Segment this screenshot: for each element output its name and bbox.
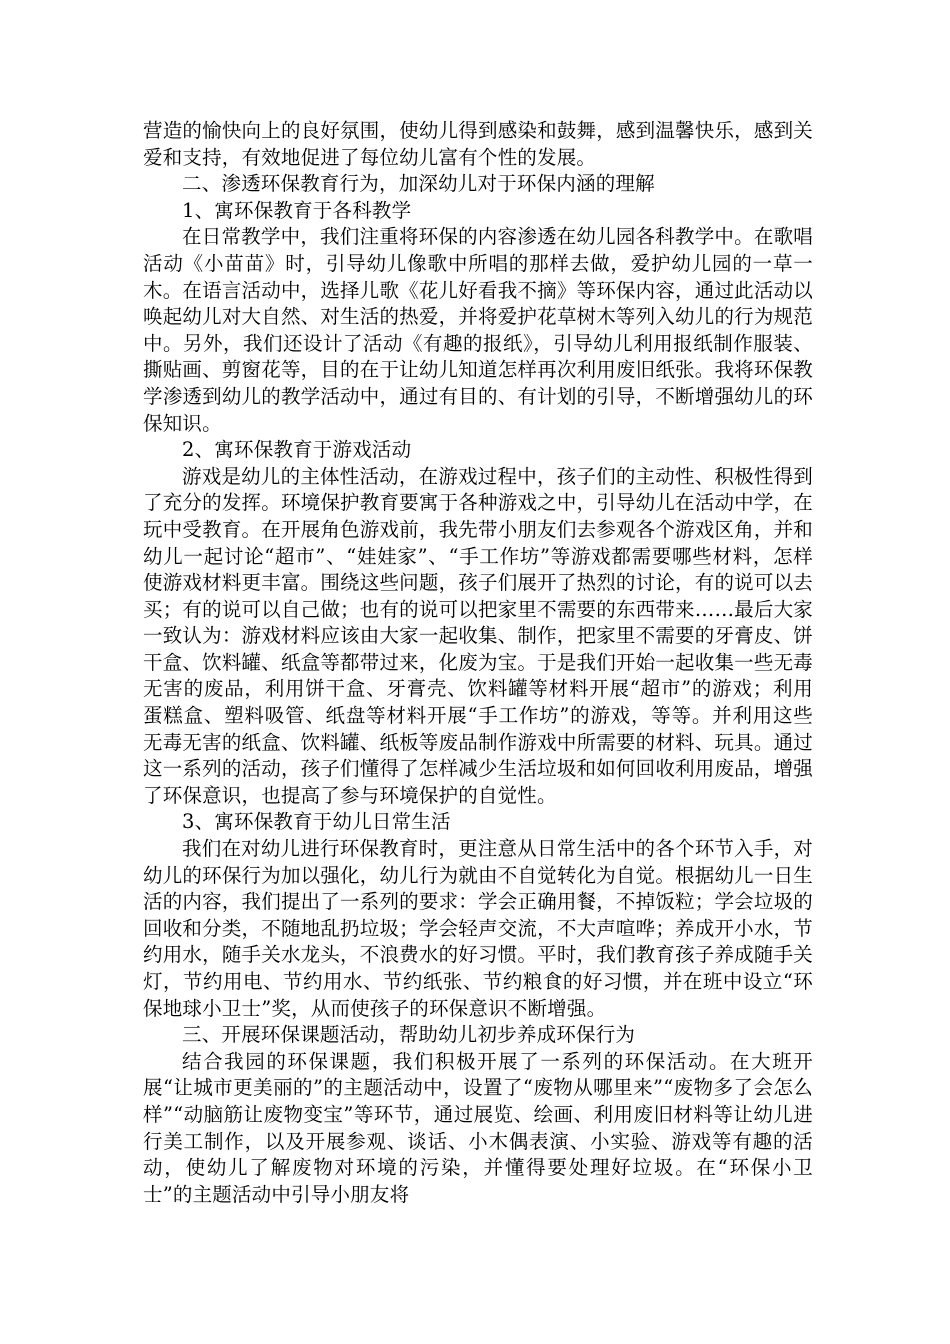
paragraph-teaching: 在日常教学中，我们注重将环保的内容渗透在幼儿园各科教学中。在歌唱活动《小苗苗》时，引导幼儿像歌中所唱的那样去做，爱护幼儿园的一草一木。在语言活动中，选择儿歌《花儿好看我不摘》等环保内容，通过此活动以唤起幼儿对大自然、对生活的热爱，并将爱护花草树木等列入幼儿的行为规范中。另外，我们还设计了活动《有趣的报纸》，引导幼儿利用报纸制作服装、撕贴画、剪窗花等，目的在于让幼儿知道怎样再次利用废旧纸张。我将环保教学渗透到幼儿的教学活动中，通过有目的、有计划的引导，不断增强幼儿的环保知识。 <box>143 225 813 435</box>
paragraph-projects: 结合我园的环保课题，我们积极开展了一系列的环保活动。在大班开展“让城市更美丽的”的主题活动中，设置了“废物从哪里来”“废物多了会怎么样”“动脑筋让废物变宝”等环节，通过展览、绘画、利用废旧材料等让幼儿进行美工制作，以及开展参观、谈话、小木偶表演、小实验、游戏等有趣的活动，使幼儿了解废物对环境的污染，并懂得要处理好垃圾。在“环保小卫士”的主题活动中引导小朋友将 <box>143 1049 813 1206</box>
paragraph-daily-life: 我们在对幼儿进行环保教育时，更注意从日常生活中的各个环节入手，对幼儿的环保行为加以强化，幼儿行为就由不自觉转化为自觉。根据幼儿一日生活的内容，我们提出了一系列的要求：学会正确用餐，不掉饭粒；学会垃圾的回收和分类，不随地乱扔垃圾；学会轻声交流，不大声喧哗；养成开小水，节约用水，随手关水龙头，不浪费水的好习惯。平时，我们教育孩子养成随手关灯，节约用电、节约用水、节约纸张、节约粮食的好习惯，并在班中设立“环保地球小卫士”奖，从而使孩子的环保意识不断增强。 <box>143 837 813 1020</box>
subsection-heading-2: 2、寓环保教育于游戏活动 <box>182 438 412 462</box>
paragraph-continuation: 营造的愉快向上的良好氛围，使幼儿得到感染和鼓舞，感到温馨快乐，感到关爱和支持，有效地促进了每位幼儿富有个性的发展。 <box>143 119 813 169</box>
subsection-heading-1: 1、寓环保教育于各科教学 <box>182 198 412 222</box>
paragraph-games: 游戏是幼儿的主体性活动，在游戏过程中，孩子们的主动性、积极性得到了充分的发挥。环境保护教育要寓于各种游戏之中，引导幼儿在活动中学，在玩中受教育。在开展角色游戏前，我先带小朋友们去参观各个游戏区角，并和幼儿一起讨论“超市”、“娃娃家”、“手工作坊”等游戏都需要哪些材料，怎样使游戏材料更丰富。围绕这些问题，孩子们展开了热烈的讨论，有的说可以去买；有的说可以自己做；也有的说可以把家里不需要的东西带来……最后大家一致认为：游戏材料应该由大家一起收集、制作，把家里不需要的牙膏皮、饼干盒、饮料罐、纸盒等都带过来，化废为宝。于是我们开始一起收集一些无毒无害的废品，利用饼干盒、牙膏壳、饮料罐等材料开展“超市”的游戏；利用蛋糕盒、塑料吸管、纸盘等材料开展“手工作坊”的游戏，等等。并利用这些无毒无害的纸盒、饮料罐、纸板等废品制作游戏中所需要的材料、玩具。通过这一系列的活动，孩子们懂得了怎样减少生活垃圾和如何回收利用废品，增强了环保意识，也提高了参与环境保护的自觉性。 <box>143 464 813 807</box>
subsection-heading-3: 3、寓环保教育于幼儿日常生活 <box>182 810 451 834</box>
section-heading-2: 二、渗透环保教育行为，加深幼儿对于环保内涵的理解 <box>182 172 655 196</box>
document-body <box>143 118 813 1208</box>
section-heading-3: 三、开展环保课题活动，帮助幼儿初步养成环保行为 <box>182 1023 636 1047</box>
